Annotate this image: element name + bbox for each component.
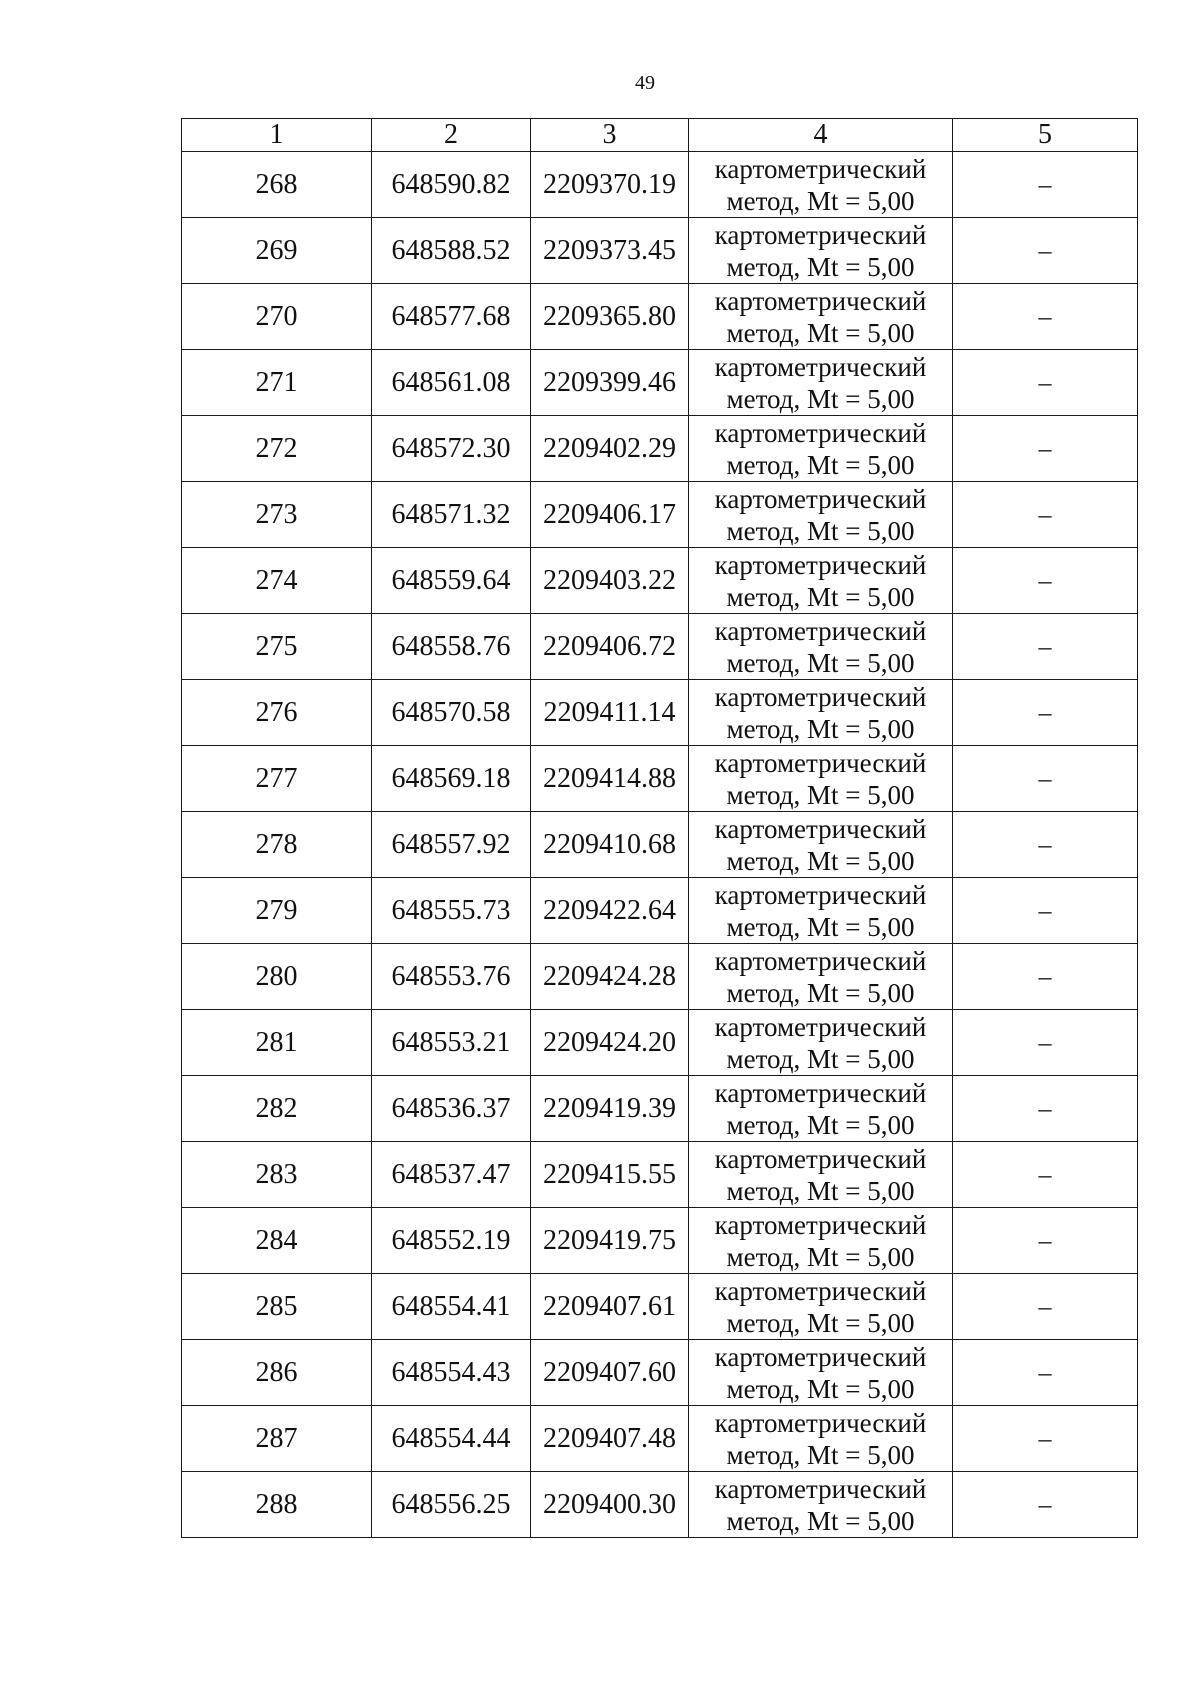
- method-line-1: картометрический: [714, 945, 927, 976]
- note-cell: –: [953, 1208, 1138, 1274]
- table-row: [182, 284, 1138, 350]
- point-number-cell: 270: [182, 284, 372, 350]
- method-line-1: картометрический: [714, 153, 927, 184]
- x-coordinate-cell: 648556.25: [372, 1472, 531, 1538]
- table-row: [182, 680, 1138, 746]
- method-line-1: картометрический: [714, 879, 927, 910]
- table-header: [182, 119, 1138, 152]
- point-number-cell: 287: [182, 1406, 372, 1472]
- y-coordinate-cell: 2209410.68: [531, 812, 689, 878]
- method-line-1: картометрический: [714, 615, 927, 646]
- method-line-2: метод, Mt = 5,00: [726, 845, 915, 876]
- method-line-2: метод, Mt = 5,00: [726, 317, 915, 348]
- x-coordinate-cell: 648577.68: [372, 284, 531, 350]
- table-row: [182, 152, 1138, 218]
- header-col-1: 1: [182, 119, 372, 152]
- method-cell: [689, 1406, 953, 1472]
- method-line-2: метод, Mt = 5,00: [726, 251, 915, 282]
- method-cell: [689, 812, 953, 878]
- y-coordinate-cell: 2209424.28: [531, 944, 689, 1010]
- y-coordinate-cell: 2209407.48: [531, 1406, 689, 1472]
- method-line-2: метод, Mt = 5,00: [726, 1043, 915, 1074]
- x-coordinate-cell: 648554.41: [372, 1274, 531, 1340]
- table-row: [182, 482, 1138, 548]
- note-cell: –: [953, 1340, 1138, 1406]
- point-number-cell: 272: [182, 416, 372, 482]
- method-cell: [689, 1142, 953, 1208]
- x-coordinate-cell: 648553.21: [372, 1010, 531, 1076]
- table-body: [182, 152, 1138, 1538]
- method-line-1: картометрический: [714, 1143, 927, 1174]
- method-line-1: картометрический: [714, 549, 927, 580]
- note-cell: –: [953, 746, 1138, 812]
- x-coordinate-cell: 648588.52: [372, 218, 531, 284]
- y-coordinate-cell: 2209424.20: [531, 1010, 689, 1076]
- x-coordinate-cell: 648572.30: [372, 416, 531, 482]
- point-number-cell: 285: [182, 1274, 372, 1340]
- header-col-3: 3: [531, 119, 689, 152]
- table-row: [182, 1472, 1138, 1538]
- y-coordinate-cell: 2209373.45: [531, 218, 689, 284]
- point-number-cell: 275: [182, 614, 372, 680]
- table-row: [182, 812, 1138, 878]
- method-line-2: метод, Mt = 5,00: [726, 383, 915, 414]
- y-coordinate-cell: 2209402.29: [531, 416, 689, 482]
- y-coordinate-cell: 2209370.19: [531, 152, 689, 218]
- table-row: [182, 614, 1138, 680]
- point-number-cell: 271: [182, 350, 372, 416]
- y-coordinate-cell: 2209406.17: [531, 482, 689, 548]
- table-row: [182, 746, 1138, 812]
- header-row: [182, 119, 1138, 152]
- method-line-2: метод, Mt = 5,00: [726, 1373, 915, 1404]
- method-cell: [689, 218, 953, 284]
- method-line-2: метод, Mt = 5,00: [726, 779, 915, 810]
- table-row: [182, 1274, 1138, 1340]
- x-coordinate-cell: 648554.43: [372, 1340, 531, 1406]
- point-number-cell: 283: [182, 1142, 372, 1208]
- table-row: [182, 1076, 1138, 1142]
- table-row: [182, 1208, 1138, 1274]
- header-col-5: 5: [953, 119, 1138, 152]
- method-cell: [689, 1010, 953, 1076]
- method-cell: [689, 284, 953, 350]
- point-number-cell: 280: [182, 944, 372, 1010]
- point-number-cell: 276: [182, 680, 372, 746]
- note-cell: –: [953, 548, 1138, 614]
- x-coordinate-cell: 648553.76: [372, 944, 531, 1010]
- method-line-2: метод, Mt = 5,00: [726, 911, 915, 942]
- method-line-1: картометрический: [714, 1011, 927, 1042]
- header-col-4: 4: [689, 119, 953, 152]
- method-cell: [689, 1208, 953, 1274]
- y-coordinate-cell: 2209411.14: [531, 680, 689, 746]
- method-line-2: метод, Mt = 5,00: [726, 1241, 915, 1272]
- method-line-1: картометрический: [714, 351, 927, 382]
- method-cell: [689, 548, 953, 614]
- y-coordinate-cell: 2209406.72: [531, 614, 689, 680]
- method-cell: [689, 746, 953, 812]
- note-cell: –: [953, 482, 1138, 548]
- page-number: 49: [635, 72, 655, 94]
- header-col-2: 2: [372, 119, 531, 152]
- method-cell: [689, 1472, 953, 1538]
- y-coordinate-cell: 2209365.80: [531, 284, 689, 350]
- note-cell: –: [953, 878, 1138, 944]
- y-coordinate-cell: 2209407.61: [531, 1274, 689, 1340]
- method-cell: [689, 680, 953, 746]
- x-coordinate-cell: 648555.73: [372, 878, 531, 944]
- method-cell: [689, 482, 953, 548]
- y-coordinate-cell: 2209399.46: [531, 350, 689, 416]
- note-cell: –: [953, 944, 1138, 1010]
- method-line-1: картометрический: [714, 1275, 927, 1306]
- note-cell: –: [953, 1274, 1138, 1340]
- method-line-1: картометрический: [714, 1473, 927, 1504]
- method-line-2: метод, Mt = 5,00: [726, 1505, 915, 1536]
- x-coordinate-cell: 648558.76: [372, 614, 531, 680]
- note-cell: –: [953, 1076, 1138, 1142]
- note-cell: –: [953, 284, 1138, 350]
- method-line-2: метод, Mt = 5,00: [726, 581, 915, 612]
- method-line-2: метод, Mt = 5,00: [726, 977, 915, 1008]
- y-coordinate-cell: 2209419.39: [531, 1076, 689, 1142]
- method-line-1: картометрический: [714, 1077, 927, 1108]
- x-coordinate-cell: 648590.82: [372, 152, 531, 218]
- y-coordinate-cell: 2209403.22: [531, 548, 689, 614]
- note-cell: –: [953, 1010, 1138, 1076]
- point-number-cell: 279: [182, 878, 372, 944]
- method-cell: [689, 614, 953, 680]
- point-number-cell: 281: [182, 1010, 372, 1076]
- point-number-cell: 284: [182, 1208, 372, 1274]
- method-cell: [689, 1274, 953, 1340]
- method-line-1: картометрический: [714, 1341, 927, 1372]
- method-cell: [689, 878, 953, 944]
- method-line-2: метод, Mt = 5,00: [726, 1439, 915, 1470]
- x-coordinate-cell: 648570.58: [372, 680, 531, 746]
- note-cell: –: [953, 614, 1138, 680]
- y-coordinate-cell: 2209407.60: [531, 1340, 689, 1406]
- method-line-1: картометрический: [714, 417, 927, 448]
- point-number-cell: 282: [182, 1076, 372, 1142]
- note-cell: –: [953, 350, 1138, 416]
- note-cell: –: [953, 1142, 1138, 1208]
- y-coordinate-cell: 2209415.55: [531, 1142, 689, 1208]
- table-row: [182, 548, 1138, 614]
- method-line-1: картометрический: [714, 747, 927, 778]
- method-cell: [689, 1076, 953, 1142]
- point-number-cell: 288: [182, 1472, 372, 1538]
- point-number-cell: 273: [182, 482, 372, 548]
- method-cell: [689, 416, 953, 482]
- x-coordinate-cell: 648561.08: [372, 350, 531, 416]
- point-number-cell: 277: [182, 746, 372, 812]
- table-row: [182, 1406, 1138, 1472]
- note-cell: –: [953, 152, 1138, 218]
- x-coordinate-cell: 648557.92: [372, 812, 531, 878]
- table-row: [182, 416, 1138, 482]
- method-line-2: метод, Mt = 5,00: [726, 713, 915, 744]
- point-number-cell: 274: [182, 548, 372, 614]
- method-cell: [689, 1340, 953, 1406]
- coordinates-table: [181, 118, 1138, 1538]
- x-coordinate-cell: 648537.47: [372, 1142, 531, 1208]
- method-line-1: картометрический: [714, 483, 927, 514]
- table-row: [182, 350, 1138, 416]
- table-row: [182, 1010, 1138, 1076]
- y-coordinate-cell: 2209422.64: [531, 878, 689, 944]
- table-row: [182, 1340, 1138, 1406]
- note-cell: –: [953, 680, 1138, 746]
- method-line-1: картометрический: [714, 1209, 927, 1240]
- x-coordinate-cell: 648552.19: [372, 1208, 531, 1274]
- point-number-cell: 268: [182, 152, 372, 218]
- table-row: [182, 944, 1138, 1010]
- method-line-2: метод, Mt = 5,00: [726, 1307, 915, 1338]
- method-line-1: картометрический: [714, 813, 927, 844]
- method-line-1: картометрический: [714, 219, 927, 250]
- method-line-2: метод, Mt = 5,00: [726, 1175, 915, 1206]
- y-coordinate-cell: 2209419.75: [531, 1208, 689, 1274]
- note-cell: –: [953, 812, 1138, 878]
- point-number-cell: 286: [182, 1340, 372, 1406]
- note-cell: –: [953, 1406, 1138, 1472]
- x-coordinate-cell: 648559.64: [372, 548, 531, 614]
- point-number-cell: 269: [182, 218, 372, 284]
- x-coordinate-cell: 648536.37: [372, 1076, 531, 1142]
- x-coordinate-cell: 648569.18: [372, 746, 531, 812]
- x-coordinate-cell: 648554.44: [372, 1406, 531, 1472]
- method-line-1: картометрический: [714, 1407, 927, 1438]
- method-cell: [689, 152, 953, 218]
- method-cell: [689, 350, 953, 416]
- method-line-2: метод, Mt = 5,00: [726, 1109, 915, 1140]
- method-line-2: метод, Mt = 5,00: [726, 185, 915, 216]
- point-number-cell: 278: [182, 812, 372, 878]
- note-cell: –: [953, 416, 1138, 482]
- method-cell: [689, 944, 953, 1010]
- method-line-2: метод, Mt = 5,00: [726, 647, 915, 678]
- method-line-1: картометрический: [714, 285, 927, 316]
- table-row: [182, 878, 1138, 944]
- note-cell: –: [953, 1472, 1138, 1538]
- note-cell: –: [953, 218, 1138, 284]
- y-coordinate-cell: 2209400.30: [531, 1472, 689, 1538]
- y-coordinate-cell: 2209414.88: [531, 746, 689, 812]
- table-row: [182, 1142, 1138, 1208]
- table-row: [182, 218, 1138, 284]
- method-line-2: метод, Mt = 5,00: [726, 515, 915, 546]
- method-line-1: картометрический: [714, 681, 927, 712]
- x-coordinate-cell: 648571.32: [372, 482, 531, 548]
- method-line-2: метод, Mt = 5,00: [726, 449, 915, 480]
